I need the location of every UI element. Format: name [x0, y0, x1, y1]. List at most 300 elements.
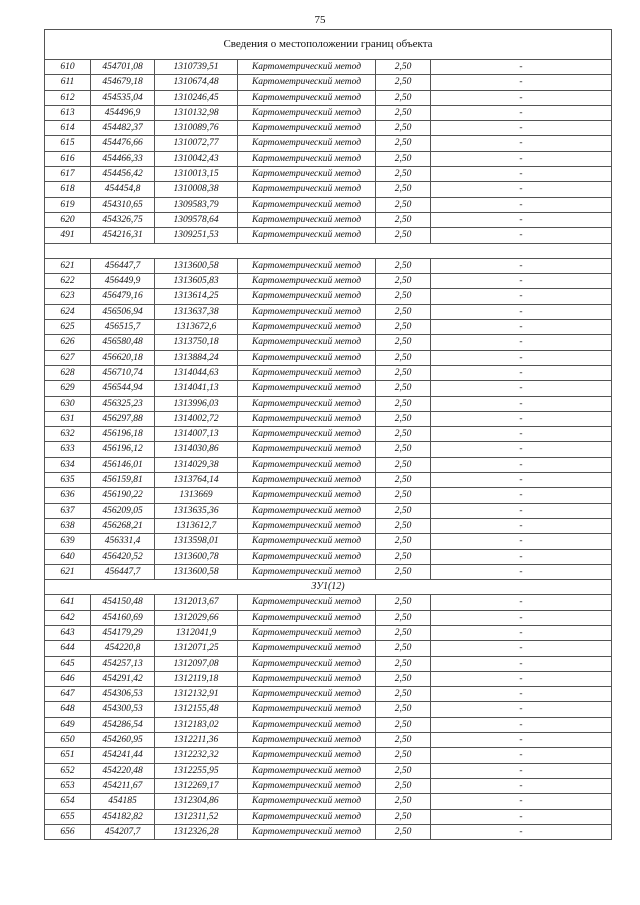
x-coordinate: 454456,42: [91, 167, 155, 182]
x-coordinate: 454185: [91, 794, 155, 809]
accuracy: 2,50: [376, 503, 431, 518]
method: Картометрический метод: [238, 182, 376, 197]
y-coordinate: 1313884,24: [155, 350, 238, 365]
method: Картометрический метод: [238, 809, 376, 824]
x-coordinate: 454182,82: [91, 809, 155, 824]
note: -: [431, 671, 612, 686]
accuracy: 2,50: [376, 151, 431, 166]
x-coordinate: 456420,52: [91, 549, 155, 564]
accuracy: 2,50: [376, 794, 431, 809]
point-number: 491: [45, 228, 91, 243]
y-coordinate: 1313635,36: [155, 503, 238, 518]
table-row: [45, 335, 612, 350]
point-number: 620: [45, 212, 91, 227]
y-coordinate: 1313600,58: [155, 564, 238, 579]
x-coordinate: 454150,48: [91, 595, 155, 610]
y-coordinate: 1312119,18: [155, 671, 238, 686]
point-number: 627: [45, 350, 91, 365]
accuracy: 2,50: [376, 457, 431, 472]
page-number: 75: [314, 14, 326, 26]
table-row: [45, 350, 612, 365]
point-number: 655: [45, 809, 91, 824]
method: Картометрический метод: [238, 671, 376, 686]
accuracy: 2,50: [376, 335, 431, 350]
note: -: [431, 641, 612, 656]
point-number: 650: [45, 733, 91, 748]
note: -: [431, 794, 612, 809]
accuracy: 2,50: [376, 60, 431, 75]
table-row: [45, 488, 612, 503]
note: -: [431, 182, 612, 197]
note: -: [431, 274, 612, 289]
table-row: [45, 748, 612, 763]
point-number: 617: [45, 167, 91, 182]
y-coordinate: 1313996,03: [155, 396, 238, 411]
note: -: [431, 717, 612, 732]
x-coordinate: 454679,18: [91, 75, 155, 90]
accuracy: 2,50: [376, 258, 431, 273]
method: Картометрический метод: [238, 289, 376, 304]
y-coordinate: 1312183,02: [155, 717, 238, 732]
point-number: 628: [45, 365, 91, 380]
x-coordinate: 456479,16: [91, 289, 155, 304]
point-number: 654: [45, 794, 91, 809]
x-coordinate: 456196,12: [91, 442, 155, 457]
method: Картометрический метод: [238, 90, 376, 105]
y-coordinate: 1310246,45: [155, 90, 238, 105]
table-row: [45, 824, 612, 839]
note: -: [431, 427, 612, 442]
note: -: [431, 733, 612, 748]
method: Картометрический метод: [238, 656, 376, 671]
accuracy: 2,50: [376, 442, 431, 457]
method: Картометрический метод: [238, 733, 376, 748]
y-coordinate: 1312232,32: [155, 748, 238, 763]
method: Картометрический метод: [238, 702, 376, 717]
y-coordinate: 1314030,86: [155, 442, 238, 457]
y-coordinate: 1313605,83: [155, 274, 238, 289]
x-coordinate: 456209,05: [91, 503, 155, 518]
note: -: [431, 564, 612, 579]
table-row: [45, 212, 612, 227]
table-header-row: [45, 30, 612, 60]
y-coordinate: 1313672,6: [155, 320, 238, 335]
table-row: [45, 151, 612, 166]
accuracy: 2,50: [376, 182, 431, 197]
note: -: [431, 396, 612, 411]
x-coordinate: 456620,18: [91, 350, 155, 365]
table-row: [45, 794, 612, 809]
y-coordinate: 1313669: [155, 488, 238, 503]
method: Картометрический метод: [238, 717, 376, 732]
note: -: [431, 167, 612, 182]
x-coordinate: 456325,23: [91, 396, 155, 411]
point-number: 643: [45, 625, 91, 640]
y-coordinate: 1309583,79: [155, 197, 238, 212]
y-coordinate: 1313750,18: [155, 335, 238, 350]
y-coordinate: 1313598,01: [155, 534, 238, 549]
accuracy: 2,50: [376, 427, 431, 442]
x-coordinate: 454241,44: [91, 748, 155, 763]
table-row: [45, 274, 612, 289]
accuracy: 2,50: [376, 625, 431, 640]
point-number: 621: [45, 564, 91, 579]
x-coordinate: 456447,7: [91, 258, 155, 273]
point-number: 646: [45, 671, 91, 686]
x-coordinate: 454454,8: [91, 182, 155, 197]
x-coordinate: 454300,53: [91, 702, 155, 717]
accuracy: 2,50: [376, 610, 431, 625]
table-row: [45, 549, 612, 564]
note: -: [431, 304, 612, 319]
table-row: [45, 105, 612, 120]
y-coordinate: 1310042,43: [155, 151, 238, 166]
y-coordinate: 1312326,28: [155, 824, 238, 839]
x-coordinate: 454220,8: [91, 641, 155, 656]
accuracy: 2,50: [376, 274, 431, 289]
method: Картометрический метод: [238, 258, 376, 273]
method: Картометрический метод: [238, 748, 376, 763]
x-coordinate: 456580,48: [91, 335, 155, 350]
y-coordinate: 1310739,51: [155, 60, 238, 75]
table-row: [45, 809, 612, 824]
method: Картометрический метод: [238, 75, 376, 90]
point-number: 647: [45, 687, 91, 702]
note: -: [431, 289, 612, 304]
point-number: 613: [45, 105, 91, 120]
table-row: [45, 396, 612, 411]
table-row: [45, 60, 612, 75]
method: Картометрический метод: [238, 411, 376, 426]
note: -: [431, 778, 612, 793]
y-coordinate: 1312155,48: [155, 702, 238, 717]
accuracy: 2,50: [376, 396, 431, 411]
accuracy: 2,50: [376, 121, 431, 136]
point-number: 641: [45, 595, 91, 610]
y-coordinate: 1310132,98: [155, 105, 238, 120]
x-coordinate: 456268,21: [91, 518, 155, 533]
point-number: 644: [45, 641, 91, 656]
point-number: 621: [45, 258, 91, 273]
note: -: [431, 136, 612, 151]
point-number: 631: [45, 411, 91, 426]
accuracy: 2,50: [376, 381, 431, 396]
table-row: [45, 197, 612, 212]
accuracy: 2,50: [376, 197, 431, 212]
note: -: [431, 518, 612, 533]
note: -: [431, 473, 612, 488]
accuracy: 2,50: [376, 320, 431, 335]
y-coordinate: 1310013,15: [155, 167, 238, 182]
note: -: [431, 151, 612, 166]
point-number: 635: [45, 473, 91, 488]
note: -: [431, 549, 612, 564]
table-row: [45, 258, 612, 273]
table-row: [45, 702, 612, 717]
method: Картометрический метод: [238, 136, 376, 151]
note: -: [431, 488, 612, 503]
x-coordinate: 454179,29: [91, 625, 155, 640]
accuracy: 2,50: [376, 733, 431, 748]
x-coordinate: 454310,65: [91, 197, 155, 212]
y-coordinate: 1312071,25: [155, 641, 238, 656]
point-number: 648: [45, 702, 91, 717]
point-number: 640: [45, 549, 91, 564]
x-coordinate: 454466,33: [91, 151, 155, 166]
y-coordinate: 1314007,13: [155, 427, 238, 442]
point-number: 632: [45, 427, 91, 442]
y-coordinate: 1313637,38: [155, 304, 238, 319]
accuracy: 2,50: [376, 671, 431, 686]
y-coordinate: 1310008,38: [155, 182, 238, 197]
note: -: [431, 748, 612, 763]
point-number: 614: [45, 121, 91, 136]
y-coordinate: 1313614,25: [155, 289, 238, 304]
table-row: [45, 442, 612, 457]
accuracy: 2,50: [376, 687, 431, 702]
table-row: [45, 411, 612, 426]
method: Картометрический метод: [238, 304, 376, 319]
x-coordinate: 454160,69: [91, 610, 155, 625]
note: -: [431, 365, 612, 380]
x-coordinate: 456506,94: [91, 304, 155, 319]
table-row: [45, 717, 612, 732]
point-number: 624: [45, 304, 91, 319]
table-row: [45, 671, 612, 686]
y-coordinate: 1313612,7: [155, 518, 238, 533]
method: Картометрический метод: [238, 228, 376, 243]
x-coordinate: 456190,22: [91, 488, 155, 503]
y-coordinate: 1314002,72: [155, 411, 238, 426]
method: Картометрический метод: [238, 610, 376, 625]
accuracy: 2,50: [376, 824, 431, 839]
section-row: [45, 580, 612, 595]
method: Картометрический метод: [238, 794, 376, 809]
x-coordinate: 456159,81: [91, 473, 155, 488]
point-number: 629: [45, 381, 91, 396]
y-coordinate: 1310674,48: [155, 75, 238, 90]
table-row: [45, 381, 612, 396]
point-number: 637: [45, 503, 91, 518]
x-coordinate: 454260,95: [91, 733, 155, 748]
point-number: 634: [45, 457, 91, 472]
point-number: 623: [45, 289, 91, 304]
note: -: [431, 809, 612, 824]
x-coordinate: 456544,94: [91, 381, 155, 396]
method: Картометрический метод: [238, 595, 376, 610]
method: Картометрический метод: [238, 687, 376, 702]
note: -: [431, 610, 612, 625]
y-coordinate: 1312029,66: [155, 610, 238, 625]
x-coordinate: 454701,08: [91, 60, 155, 75]
method: Картометрический метод: [238, 350, 376, 365]
accuracy: 2,50: [376, 473, 431, 488]
accuracy: 2,50: [376, 167, 431, 182]
point-number: 633: [45, 442, 91, 457]
y-coordinate: 1312097,08: [155, 656, 238, 671]
y-coordinate: 1310072,77: [155, 136, 238, 151]
method: Картометрический метод: [238, 151, 376, 166]
method: Картометрический метод: [238, 60, 376, 75]
method: Картометрический метод: [238, 121, 376, 136]
accuracy: 2,50: [376, 365, 431, 380]
method: Картометрический метод: [238, 518, 376, 533]
accuracy: 2,50: [376, 641, 431, 656]
method: Картометрический метод: [238, 427, 376, 442]
y-coordinate: 1309251,53: [155, 228, 238, 243]
y-coordinate: 1314044,63: [155, 365, 238, 380]
table-row: [45, 778, 612, 793]
table-row: [45, 228, 612, 243]
y-coordinate: 1312132,91: [155, 687, 238, 702]
method: Картометрический метод: [238, 212, 376, 227]
y-coordinate: 1312311,52: [155, 809, 238, 824]
y-coordinate: 1313600,58: [155, 258, 238, 273]
point-number: 645: [45, 656, 91, 671]
x-coordinate: 454257,13: [91, 656, 155, 671]
point-number: 622: [45, 274, 91, 289]
accuracy: 2,50: [376, 656, 431, 671]
x-coordinate: 456331,4: [91, 534, 155, 549]
point-number: 612: [45, 90, 91, 105]
table-row: [45, 136, 612, 151]
method: Картометрический метод: [238, 167, 376, 182]
note: -: [431, 381, 612, 396]
x-coordinate: 456447,7: [91, 564, 155, 579]
accuracy: 2,50: [376, 488, 431, 503]
note: -: [431, 320, 612, 335]
x-coordinate: 456297,88: [91, 411, 155, 426]
table-row: [45, 182, 612, 197]
x-coordinate: 454207,7: [91, 824, 155, 839]
accuracy: 2,50: [376, 411, 431, 426]
method: Картометрический метод: [238, 381, 376, 396]
x-coordinate: 456146,01: [91, 457, 155, 472]
table-row: [45, 595, 612, 610]
note: -: [431, 105, 612, 120]
accuracy: 2,50: [376, 748, 431, 763]
note: -: [431, 350, 612, 365]
table-row: [45, 625, 612, 640]
boundary-table: [44, 29, 612, 840]
accuracy: 2,50: [376, 518, 431, 533]
table-row: [45, 763, 612, 778]
note: -: [431, 595, 612, 610]
note: -: [431, 258, 612, 273]
table-row: [45, 121, 612, 136]
point-number: 638: [45, 518, 91, 533]
x-coordinate: 454291,42: [91, 671, 155, 686]
point-number: 611: [45, 75, 91, 90]
x-coordinate: 454535,04: [91, 90, 155, 105]
y-coordinate: 1313600,78: [155, 549, 238, 564]
table-row: [45, 304, 612, 319]
x-coordinate: 454326,75: [91, 212, 155, 227]
point-number: 656: [45, 824, 91, 839]
note: -: [431, 656, 612, 671]
note: -: [431, 335, 612, 350]
point-number: 636: [45, 488, 91, 503]
y-coordinate: 1312304,86: [155, 794, 238, 809]
table-row: [45, 610, 612, 625]
table-row: [45, 534, 612, 549]
table-row: [45, 167, 612, 182]
table-header: Сведения о местоположении границ объекта: [45, 30, 612, 60]
method: Картометрический метод: [238, 365, 376, 380]
x-coordinate: 456515,7: [91, 320, 155, 335]
accuracy: 2,50: [376, 809, 431, 824]
accuracy: 2,50: [376, 702, 431, 717]
point-number: 625: [45, 320, 91, 335]
x-coordinate: 454482,37: [91, 121, 155, 136]
table-row: [45, 75, 612, 90]
point-number: 630: [45, 396, 91, 411]
x-coordinate: 454476,66: [91, 136, 155, 151]
accuracy: 2,50: [376, 75, 431, 90]
accuracy: 2,50: [376, 105, 431, 120]
empty-cell: [45, 243, 612, 258]
accuracy: 2,50: [376, 564, 431, 579]
empty-separator-row: [45, 243, 612, 258]
method: Картометрический метод: [238, 549, 376, 564]
method: Картометрический метод: [238, 396, 376, 411]
x-coordinate: 454220,48: [91, 763, 155, 778]
y-coordinate: 1312013,67: [155, 595, 238, 610]
accuracy: 2,50: [376, 763, 431, 778]
note: -: [431, 75, 612, 90]
table-row: [45, 641, 612, 656]
section-title: ЗУ1(12): [45, 580, 612, 595]
method: Картометрический метод: [238, 442, 376, 457]
note: -: [431, 60, 612, 75]
accuracy: 2,50: [376, 90, 431, 105]
point-number: 649: [45, 717, 91, 732]
y-coordinate: 1309578,64: [155, 212, 238, 227]
method: Картометрический метод: [238, 824, 376, 839]
table-row: [45, 656, 612, 671]
note: -: [431, 212, 612, 227]
method: Картометрический метод: [238, 197, 376, 212]
y-coordinate: 1312269,17: [155, 778, 238, 793]
method: Картометрический метод: [238, 763, 376, 778]
table-row: [45, 564, 612, 579]
table-row: [45, 733, 612, 748]
method: Картометрический метод: [238, 778, 376, 793]
point-number: 626: [45, 335, 91, 350]
note: -: [431, 702, 612, 717]
point-number: 652: [45, 763, 91, 778]
method: Картометрический метод: [238, 457, 376, 472]
point-number: 610: [45, 60, 91, 75]
x-coordinate: 454286,54: [91, 717, 155, 732]
method: Картометрический метод: [238, 564, 376, 579]
table-row: [45, 518, 612, 533]
x-coordinate: 456449,9: [91, 274, 155, 289]
table-row: [45, 503, 612, 518]
x-coordinate: 454211,67: [91, 778, 155, 793]
point-number: 639: [45, 534, 91, 549]
accuracy: 2,50: [376, 304, 431, 319]
y-coordinate: 1313764,14: [155, 473, 238, 488]
accuracy: 2,50: [376, 289, 431, 304]
accuracy: 2,50: [376, 549, 431, 564]
x-coordinate: 454496,9: [91, 105, 155, 120]
table-row: [45, 289, 612, 304]
y-coordinate: 1312255,95: [155, 763, 238, 778]
note: -: [431, 503, 612, 518]
y-coordinate: 1312041,9: [155, 625, 238, 640]
note: -: [431, 442, 612, 457]
